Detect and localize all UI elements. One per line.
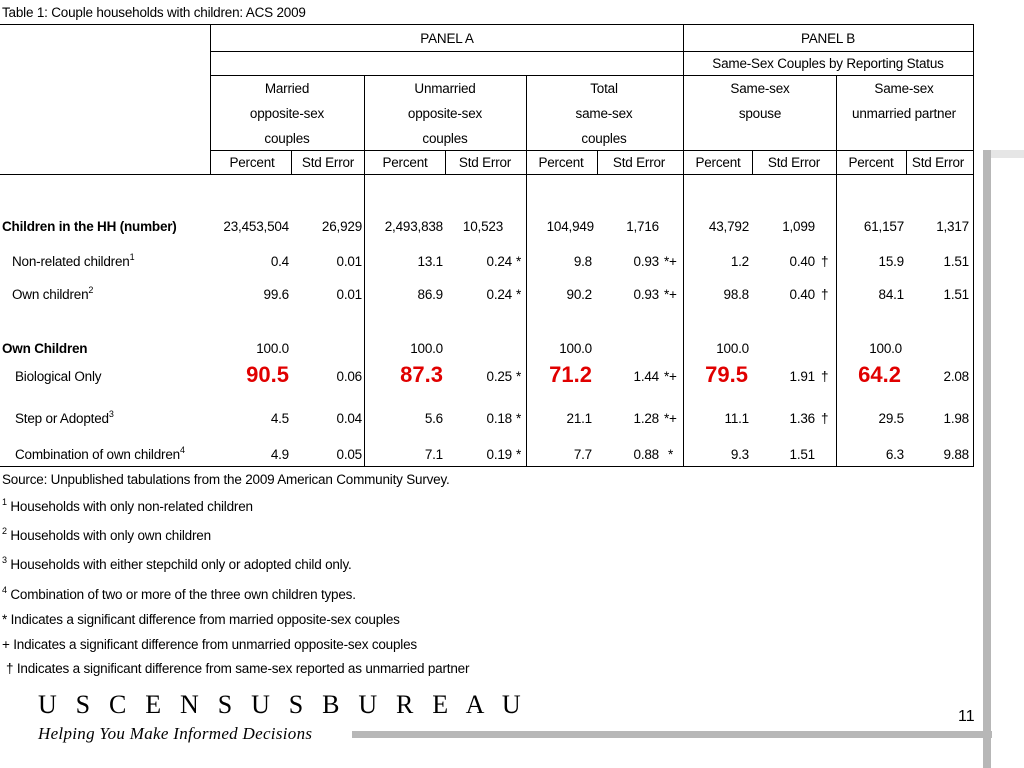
group-married-l3: couples bbox=[264, 131, 310, 146]
cell-oc-2: 0.01 bbox=[336, 287, 362, 302]
mark-bio-dagger: † bbox=[821, 369, 829, 384]
side-bar-inner bbox=[983, 150, 1024, 158]
footnote-ref: 4 bbox=[179, 445, 185, 455]
vrule-data-1 bbox=[364, 174, 365, 467]
note-plus: + Indicates a significant difference from unmarried opposite-sex couples bbox=[2, 637, 417, 652]
cell-bio-7: 79.5 bbox=[705, 362, 748, 387]
vrule-g2 bbox=[526, 75, 527, 174]
row-label-non-related bbox=[12, 254, 134, 269]
cell-combo-8: 1.51 bbox=[789, 447, 815, 462]
cell-combo-4: 0.19 bbox=[486, 447, 512, 462]
cell-nr-5: 9.8 bbox=[573, 254, 592, 269]
cell-bio-4: 0.25 bbox=[486, 369, 512, 384]
cell-bio-8: 1.91 bbox=[789, 369, 815, 384]
cell-nr-6: 0.93 bbox=[633, 254, 659, 269]
cell-hh-3: 2,493,838 bbox=[384, 219, 443, 234]
footnote-3 bbox=[2, 557, 352, 572]
cell-bio-2: 0.06 bbox=[336, 369, 362, 384]
cell-oc-6: 0.93 bbox=[633, 287, 659, 302]
panel-b-subtitle: Same-Sex Couples by Reporting Status bbox=[712, 56, 944, 71]
rule-header-bottom bbox=[0, 174, 973, 175]
col-stderr-4: Std Error bbox=[767, 155, 821, 170]
cell-oc-4: 0.24 bbox=[486, 287, 512, 302]
cell-oc-7: 98.8 bbox=[723, 287, 749, 302]
vrule-data-4 bbox=[836, 174, 837, 467]
cell-nr-3: 13.1 bbox=[417, 254, 443, 269]
cell-combo-10: 9.88 bbox=[943, 447, 969, 462]
col-percent-5: Percent bbox=[848, 155, 894, 170]
group-partner-l1: Same-sex bbox=[874, 81, 934, 96]
row-label-biological: Biological Only bbox=[15, 369, 102, 384]
rule-panel bbox=[210, 51, 973, 52]
footnote-4 bbox=[2, 587, 356, 602]
panel-a-label: PANEL A bbox=[420, 31, 474, 46]
mark-step-starplus: *+ bbox=[664, 411, 677, 426]
footnote-num: 1 bbox=[2, 497, 7, 507]
vrule-g4 bbox=[836, 75, 837, 174]
footer-bar bbox=[352, 731, 992, 738]
row-label-text: Combination of own children bbox=[15, 447, 180, 462]
cell-hh-10: 1,317 bbox=[936, 219, 969, 234]
group-partner-l2: unmarried partner bbox=[852, 106, 956, 121]
footnote-2 bbox=[2, 528, 211, 543]
vrule-g1 bbox=[364, 75, 365, 174]
cell-bio-1: 90.5 bbox=[246, 362, 289, 387]
cell-step-7: 11.1 bbox=[724, 411, 749, 426]
cell-oc-10: 1.51 bbox=[943, 287, 969, 302]
mark-bio-starplus: *+ bbox=[664, 369, 677, 384]
col-stderr-2: Std Error bbox=[458, 155, 512, 170]
cell-hh-4: 10,523 bbox=[462, 219, 503, 234]
cell-hh-8: 1,099 bbox=[782, 219, 815, 234]
cell-hh-5: 104,949 bbox=[546, 219, 594, 234]
cell-oc-5: 90.2 bbox=[566, 287, 592, 302]
row-label-own-children-pct bbox=[12, 287, 93, 302]
cell-nr-1: 0.4 bbox=[270, 254, 289, 269]
mark-bio-star: * bbox=[516, 369, 522, 384]
footnote-num: 4 bbox=[2, 585, 7, 595]
cell-oc-1: 99.6 bbox=[263, 287, 289, 302]
row-label-own-children: Own Children bbox=[2, 341, 88, 356]
cell-combo-5: 7.7 bbox=[573, 447, 592, 462]
vrule-data-2 bbox=[526, 174, 527, 467]
vrule-sub-4 bbox=[752, 150, 753, 174]
footnote-text: Households with only own children bbox=[10, 528, 211, 543]
group-total-l3: couples bbox=[581, 131, 627, 146]
cell-own-1: 100.0 bbox=[256, 341, 289, 356]
census-tagline: Helping You Make Informed Decisions bbox=[38, 724, 313, 743]
cell-own-2: 100.0 bbox=[410, 341, 443, 356]
row-label-text: Own children bbox=[12, 287, 89, 302]
cell-nr-4: 0.24 bbox=[486, 254, 512, 269]
page-number: 11 bbox=[958, 708, 975, 725]
cell-bio-5: 71.2 bbox=[549, 362, 592, 387]
cell-step-4: 0.18 bbox=[486, 411, 512, 426]
footnote-1 bbox=[2, 499, 253, 514]
cell-combo-6: 0.88 bbox=[633, 447, 659, 462]
source-note: Source: Unpublished tabulations from the 2009 American Community Survey. bbox=[2, 472, 450, 487]
col-percent-2: Percent bbox=[382, 155, 428, 170]
col-percent-4: Percent bbox=[695, 155, 741, 170]
group-married-l2: opposite-sex bbox=[249, 106, 325, 121]
row-label-children-hh: Children in the HH (number) bbox=[2, 219, 177, 234]
cell-oc-9: 84.1 bbox=[878, 287, 904, 302]
note-star: * Indicates a significant difference from married opposite-sex couples bbox=[2, 612, 400, 627]
cell-step-10: 1.98 bbox=[943, 411, 969, 426]
group-unmarried-l2: opposite-sex bbox=[407, 106, 483, 121]
vrule-panel-split bbox=[683, 24, 684, 174]
group-married-l1: Married bbox=[264, 81, 310, 96]
footnote-text: Combination of two or more of the three own children types. bbox=[10, 587, 356, 602]
note-dagger: † Indicates a significant difference from same-sex reported as unmarried partner bbox=[6, 661, 470, 676]
cell-bio-10: 2.08 bbox=[943, 369, 969, 384]
mark-combo-star-2: * bbox=[668, 447, 674, 462]
side-bar-vertical bbox=[983, 150, 991, 768]
rule-sub bbox=[210, 75, 973, 76]
cell-combo-3: 7.1 bbox=[424, 447, 443, 462]
rule-colhead-top bbox=[210, 150, 973, 151]
col-stderr-1: Std Error bbox=[301, 155, 355, 170]
cell-hh-6: 1,716 bbox=[626, 219, 659, 234]
cell-step-5: 21.1 bbox=[566, 411, 592, 426]
group-total-l1: Total bbox=[590, 81, 618, 96]
mark-nr-star: * bbox=[516, 254, 522, 269]
table-title: Table 1: Couple households with children: ACS 2009 bbox=[2, 5, 306, 20]
cell-own-3: 100.0 bbox=[559, 341, 592, 356]
row-label-text: Non-related children bbox=[12, 254, 130, 269]
group-unmarried-l1: Unmarried bbox=[414, 81, 476, 96]
mark-nr-starplus: *+ bbox=[664, 254, 677, 269]
panel-b-label: PANEL B bbox=[800, 31, 856, 46]
footnote-ref: 1 bbox=[129, 252, 135, 262]
cell-combo-1: 4.9 bbox=[270, 447, 289, 462]
cell-own-4: 100.0 bbox=[716, 341, 749, 356]
mark-oc-dagger: † bbox=[821, 287, 829, 302]
cell-hh-7: 43,792 bbox=[708, 219, 749, 234]
cell-oc-8: 0.40 bbox=[789, 287, 815, 302]
footnote-text: Households with only non-related children bbox=[10, 499, 253, 514]
cell-hh-9: 61,157 bbox=[863, 219, 904, 234]
cell-nr-10: 1.51 bbox=[943, 254, 969, 269]
footnote-ref: 3 bbox=[108, 409, 114, 419]
cell-oc-3: 86.9 bbox=[417, 287, 443, 302]
mark-step-star: * bbox=[516, 411, 522, 426]
cell-nr-9: 15.9 bbox=[878, 254, 904, 269]
group-spouse-l2: spouse bbox=[738, 106, 782, 121]
col-percent-1: Percent bbox=[229, 155, 275, 170]
cell-step-1: 4.5 bbox=[270, 411, 289, 426]
vrule-left bbox=[210, 24, 211, 174]
row-label-step bbox=[15, 411, 114, 426]
cell-step-6: 1.28 bbox=[633, 411, 659, 426]
cell-step-8: 1.36 bbox=[789, 411, 815, 426]
group-total-l2: same-sex bbox=[575, 106, 633, 121]
cell-nr-8: 0.40 bbox=[789, 254, 815, 269]
cell-nr-2: 0.01 bbox=[336, 254, 362, 269]
group-unmarried-l3: couples bbox=[422, 131, 468, 146]
col-stderr-5: Std Error bbox=[911, 155, 965, 170]
mark-combo-star: * bbox=[516, 447, 522, 462]
cell-combo-2: 0.05 bbox=[336, 447, 362, 462]
cell-nr-7: 1.2 bbox=[730, 254, 749, 269]
row-label-combination bbox=[15, 447, 185, 462]
col-stderr-3: Std Error bbox=[612, 155, 666, 170]
cell-bio-6: 1.44 bbox=[633, 369, 659, 384]
cell-hh-2: 26,929 bbox=[321, 219, 362, 234]
row-label-text: Step or Adopted bbox=[15, 411, 109, 426]
cell-bio-3: 87.3 bbox=[400, 362, 443, 387]
rule-table-bottom bbox=[0, 466, 973, 467]
footnote-ref: 2 bbox=[88, 285, 94, 295]
cell-step-9: 29.5 bbox=[878, 411, 904, 426]
vrule-sub-1 bbox=[291, 150, 292, 174]
mark-nr-dagger: † bbox=[821, 254, 829, 269]
col-percent-3: Percent bbox=[538, 155, 584, 170]
census-logo: U S C E N S U S B U R E A U bbox=[38, 690, 527, 719]
footnote-text: Households with either stepchild only or adopted child only. bbox=[10, 557, 352, 572]
vrule-sub-3 bbox=[597, 150, 598, 174]
vrule-data-3 bbox=[683, 174, 684, 467]
cell-combo-7: 9.3 bbox=[730, 447, 749, 462]
mark-oc-starplus: *+ bbox=[664, 287, 677, 302]
cell-step-2: 0.04 bbox=[336, 411, 362, 426]
mark-oc-star: * bbox=[516, 287, 522, 302]
mark-step-dagger: † bbox=[821, 411, 829, 426]
vrule-right bbox=[973, 24, 974, 467]
cell-combo-9: 6.3 bbox=[885, 447, 904, 462]
vrule-sub-5 bbox=[906, 150, 907, 174]
footnote-num: 3 bbox=[2, 555, 7, 565]
group-spouse-l1: Same-sex bbox=[730, 81, 790, 96]
rule-top bbox=[0, 24, 973, 25]
cell-hh-1: 23,453,504 bbox=[223, 219, 289, 234]
vrule-sub-2 bbox=[445, 150, 446, 174]
cell-bio-9: 64.2 bbox=[858, 362, 901, 387]
footnote-num: 2 bbox=[2, 526, 7, 536]
cell-step-3: 5.6 bbox=[424, 411, 443, 426]
cell-own-5: 100.0 bbox=[869, 341, 902, 356]
